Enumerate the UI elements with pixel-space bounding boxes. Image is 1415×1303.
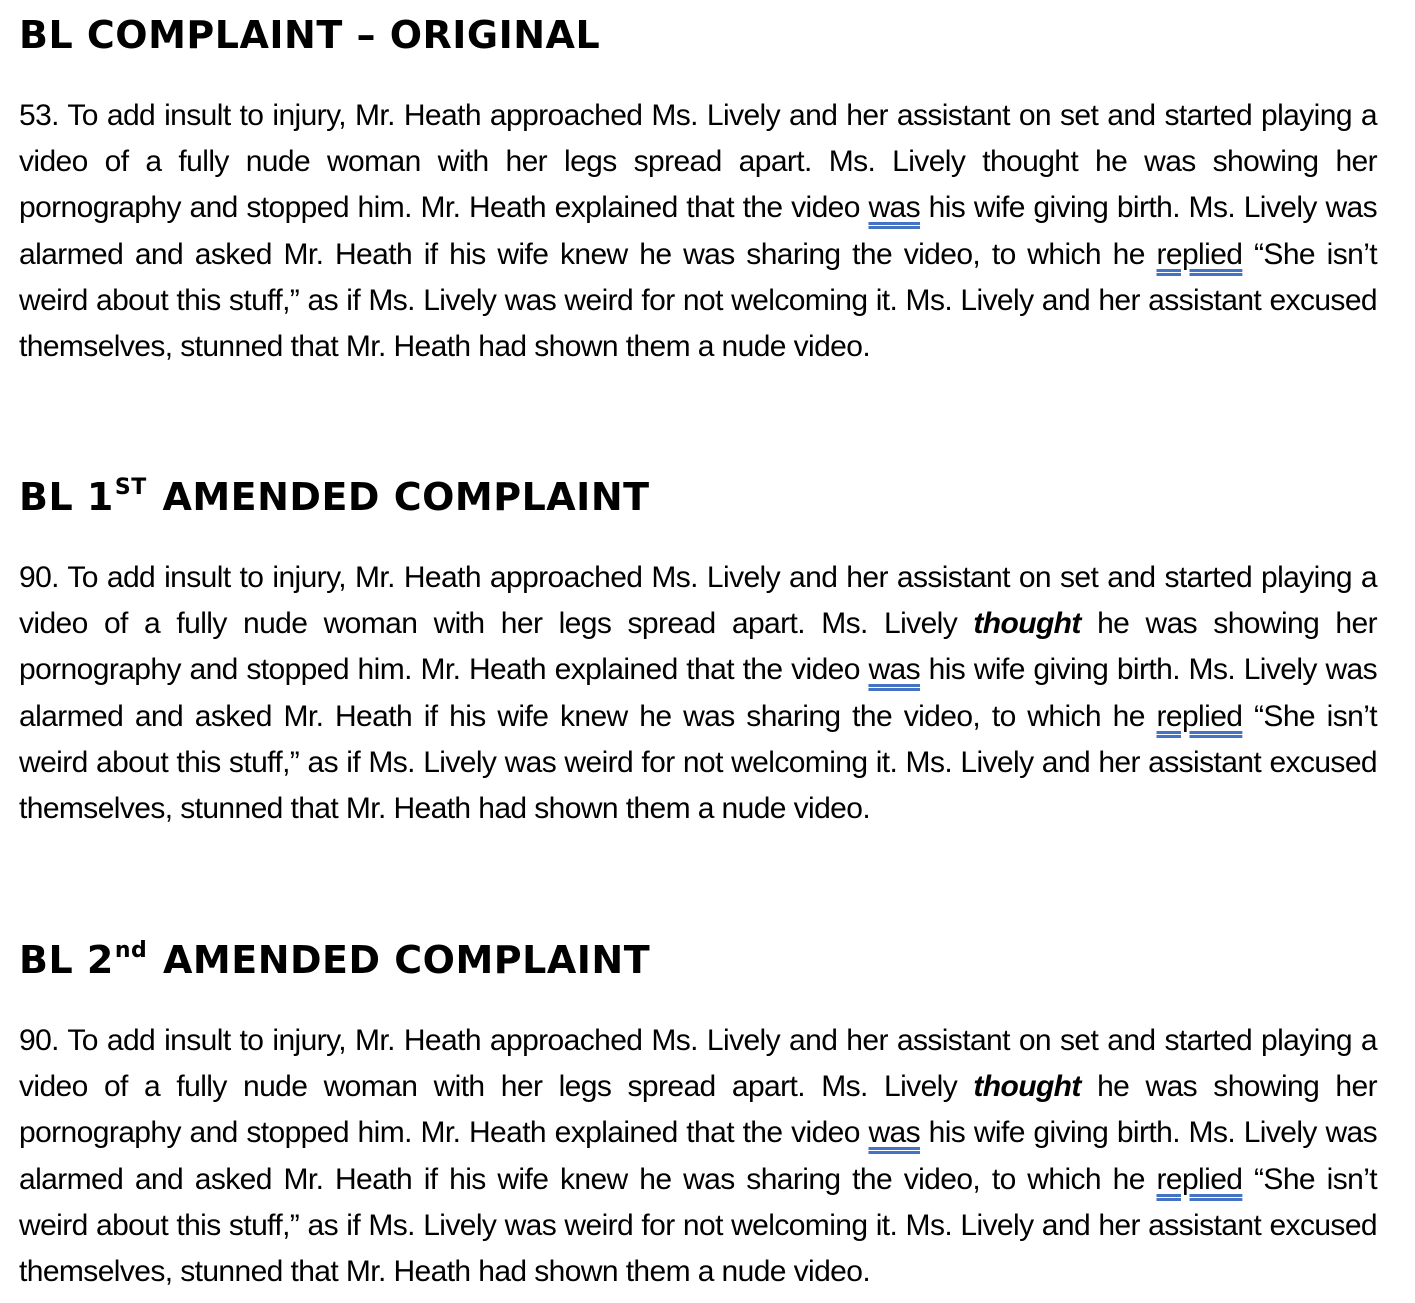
complaint-paragraph (19, 93, 1377, 370)
paragraph-text: “She isn’t weird about this stuff,” as if Ms. Lively was weird for not welcoming it. Ms. Lively and her assistant excused themselves, stunned that Mr. Heath had shown them a nude video. (19, 1162, 1377, 1289)
emphasized-word-thought: thought (973, 607, 1081, 641)
complaint-paragraph (19, 1018, 1377, 1295)
underlined-word-was: was (868, 191, 921, 225)
paragraph-text: he was showing her pornography and stopped him. Mr. Heath explained that the video (19, 145, 1377, 225)
paragraph-text: he was showing her pornography and stopped him. Mr. Heath explained that the video (19, 1070, 1377, 1150)
heading-text: AMENDED COMPLAINT (149, 938, 651, 982)
section-heading (19, 937, 1377, 983)
heading-text: BL 1 (19, 475, 114, 519)
paragraph-text: 90. To add insult to injury, Mr. Heath approached Ms. Lively and her assistant on set and started playing a video of a fully nude woman with her legs spread apart. Ms. Lively (19, 1024, 1377, 1104)
paragraph-text: 53. To add insult to injury, Mr. Heath approached Ms. Lively and her assistant on set and started playing a video of a fully nude woman with her legs spread apart. Ms. Lively (19, 99, 1377, 179)
section-second-amended-complaint (19, 937, 1377, 1295)
paragraph-text: “She isn’t weird about this stuff,” as if Ms. Lively was weird for not welcoming it. Ms. Lively and her assistant excused themselves, stunned that Mr. Heath had shown them a nude video. (19, 237, 1377, 364)
emphasized-word-thought: thought (973, 1070, 1081, 1104)
heading-text: AMENDED COMPLAINT (148, 475, 650, 519)
underlined-word-replied: replied (1156, 237, 1243, 271)
section-first-amended-complaint (19, 474, 1377, 832)
section-heading (19, 12, 1377, 58)
underlined-word-was: was (868, 1116, 921, 1150)
paragraph-text: his wife giving birth. Ms. Lively was alarmed and asked Mr. Heath if his wife knew he was sharing the video, to which he (19, 1116, 1377, 1196)
heading-text: BL COMPLAINT – ORIGINAL (19, 13, 601, 57)
paragraph-text: he was showing her pornography and stopped him. Mr. Heath explained that the video (19, 607, 1377, 687)
underlined-word-was: was (868, 653, 921, 687)
paragraph-text: his wife giving birth. Ms. Lively was alarmed and asked Mr. Heath if his wife knew he was sharing the video, to which he (19, 191, 1377, 271)
paragraph-text: his wife giving birth. Ms. Lively was alarmed and asked Mr. Heath if his wife knew he was sharing the video, to which he (19, 653, 1377, 733)
heading-superscript: nd (114, 938, 148, 963)
heading-superscript: ST (114, 475, 147, 500)
section-heading (19, 474, 1377, 520)
paragraph-text: 90. To add insult to injury, Mr. Heath approached Ms. Lively and her assistant on set and started playing a video of a fully nude woman with her legs spread apart. Ms. Lively (19, 561, 1377, 641)
section-original-complaint (19, 12, 1377, 370)
underlined-word-replied: replied (1156, 699, 1243, 733)
heading-text: BL 2 (19, 938, 114, 982)
paragraph-text: “She isn’t weird about this stuff,” as if Ms. Lively was weird for not welcoming it. Ms. Lively and her assistant excused themselves, stunned that Mr. Heath had shown them a nude video. (19, 699, 1377, 826)
complaint-paragraph (19, 555, 1377, 832)
paragraph-text-thought: thought (982, 145, 1079, 179)
underlined-word-replied: replied (1156, 1162, 1243, 1196)
